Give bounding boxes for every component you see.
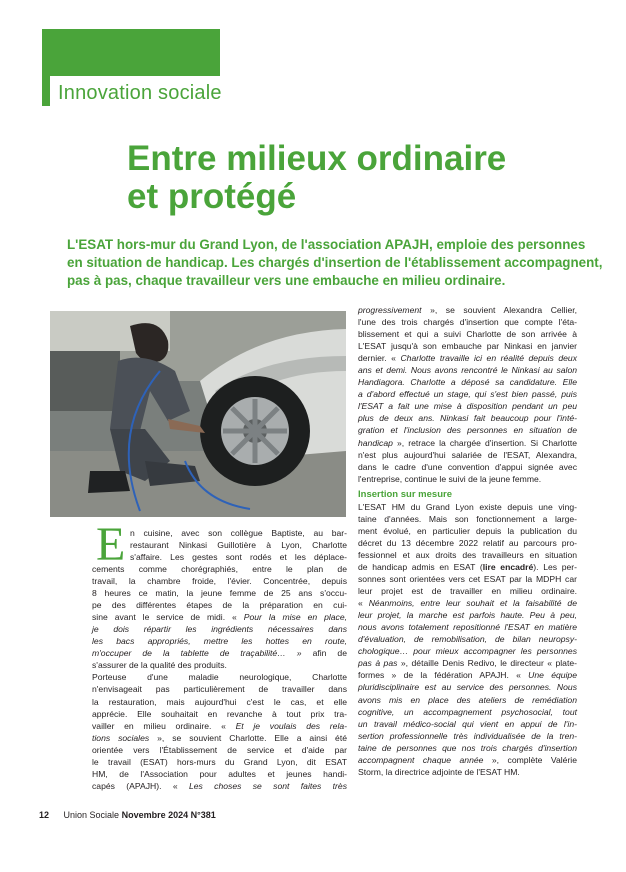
text-line: taine de personnes que nos trois chargés d'insertion (358, 742, 577, 753)
title-line: Entre milieux ordinaire (127, 139, 507, 178)
text-line: s'affaire. Les gestes sont rodés et les déplace- (130, 552, 347, 563)
text-line: Storm, la directrice adjointe de l'ESAT HM. (358, 766, 520, 777)
text-line: ment évolué, en particulier depuis la publication du (358, 525, 577, 536)
text-line: pas à pas », détaille Denis Redivo, le directeur « plate- (358, 658, 577, 669)
text-line: n cuisine, avec son collègue Baptiste, au bar- (130, 528, 347, 538)
text-line: dans le cadre d'une convention d'appui signée avec (358, 461, 577, 472)
lead-line: L'ESAT hors-mur du Grand Lyon, de l'association APAJH, emploie des personnes (67, 237, 586, 252)
text-line: l'entreprise, continue le suivi de la jeune femme. (358, 473, 542, 484)
lead-line: en situation de handicap. Les chargés d'insertion de l'établissement accompagnent, (67, 255, 603, 270)
left-column (130, 527, 347, 563)
text-line: le travail (ESAT) hors-murs du Grand Lyon, dit ESAT (92, 756, 347, 767)
text-line: a d'abord effectué un stage, qui s'est bien passé, puis (358, 389, 577, 400)
text-line: l'ESAT a fait une mise à disposition pendant un peu (358, 401, 577, 412)
text-line: n'envisageait pas particulièrement de travailler dans (92, 684, 347, 695)
tire-fitting-illustration (50, 311, 346, 517)
lead-line: pas à pas, chaque travailleur vers une embauche en milieu ordinaire. (67, 273, 506, 288)
text-line: capés (APAJH). « Les choses se sont faites très (92, 780, 347, 791)
text-line: formes » de la fédération APAJH. « Une équipe (358, 670, 577, 681)
text-line: leur projet, la marche est parfois haute. Peu à peu, (358, 610, 577, 621)
page-number: 12 (39, 810, 50, 820)
paragraph-2 (358, 501, 577, 778)
text-line: plus de deux ans. Ninkasi fait beaucoup pour l'inté- (358, 413, 577, 424)
text-line: progressivement », se souvient Alexandra Cellier, (358, 305, 577, 315)
text-line: sine avant le service de midi. « Pour la mise en place, (92, 612, 347, 623)
text-line: m'occuper de la tablette de traçabilité… » afin de (92, 648, 347, 659)
text-line: de handicap admis en ESAT (lire encadré). Les per- (358, 561, 577, 572)
text-line: travail, la chambre froide, l'évier. Concentrée, depuis (92, 576, 347, 587)
text-line: handicap », retrace la chargée d'insertion. Si Charlotte (358, 437, 577, 448)
drop-cap: E (96, 518, 126, 571)
text-line: les bacs appropriés, mettre les hottes en route, (92, 636, 347, 647)
section-subhead: Insertion sur mesure (358, 488, 452, 500)
left-column-full (92, 563, 347, 792)
text-line: d'évaluation, de remobilisation, de bilan neuropsy- (358, 634, 577, 645)
text-line: sertion professionnelle très individualisée de la tren- (358, 730, 577, 741)
text-line: avons mis en place des ateliers de remédiation (358, 694, 577, 705)
text-line: s'assurer de la qualité des produits. (92, 660, 227, 671)
right-column (358, 304, 577, 778)
text-line: tions sociales », se souvient Charlotte. Elle a ainsi été (92, 732, 347, 743)
text-line: décret du 13 décembre 2022 relatif au parcours pro- (358, 537, 577, 548)
text-line: vailler en milieu ordinaire. « Et je voulais des rela- (92, 720, 347, 731)
text-line: gration et l'inclusion des personnes en situation de (358, 425, 577, 436)
rubric-label: Innovation sociale (58, 82, 222, 104)
text-line: leur projet est de travailler en milieu ordinaire. (358, 586, 577, 597)
text-line: « Néanmoins, entre leur souhait et la faisabilité de (358, 598, 577, 609)
text-line: blissement et qui a suivi Charlotte de son arrivée à (358, 329, 577, 340)
text-line: Porteuse d'une maladie neurologique, Charlotte (92, 672, 347, 683)
paragraph-1 (358, 304, 577, 485)
article-lead (67, 236, 603, 290)
issue-label: Novembre 2024 N°381 (121, 810, 216, 820)
magazine-name: Union Sociale (63, 810, 120, 820)
text-line: accompagnent chaque année », complète Valérie (358, 754, 577, 765)
text-line: sonnes sont orientées vers cet ESAT par la MDPH car (358, 574, 577, 585)
text-line: ans et demi. Nous avons rencontré le Ninkasi au salon (358, 365, 577, 376)
page-footer (39, 810, 216, 820)
text-line: apprécie. Elle souhaitait en revanche à tout prix tra- (92, 708, 347, 719)
text-line: Handiagora. Charlotte a déposé sa candidature. Elle (358, 377, 577, 388)
text-line: 8 heures ce matin, la jeune femme de 25 ans s'occu- (92, 588, 347, 599)
text-line: cognitive, un accompagnement psychosocial, tout (358, 706, 577, 717)
text-line: L'ESAT jusqu'à son embauche par Ninkasi en janvier (358, 341, 577, 352)
text-line: orientée vers l'Établissement de service et d'aide par (92, 744, 347, 755)
text-line: je dois répartir les ingrédients nécessaires dans (92, 624, 347, 635)
photo-credit: © Michel Le Moine (385, 743, 390, 781)
text-line: n'est plus aujourd'hui salariée de l'ESAT, Alexandra, (358, 449, 577, 460)
text-line: pe des différentes étapes de la préparation en cui- (92, 600, 347, 611)
text-line: chologique… pour mieux accompagner les personnes (358, 646, 577, 657)
rubric-accent-bar (42, 76, 50, 106)
text-line: dernier. « Charlotte travaille ici en réalité depuis deux (358, 353, 577, 364)
text-line: cements comme chorégraphiés, entre le plan de (92, 564, 347, 574)
text-line: la restauration, mais aujourd'hui c'est le cas, et elle (92, 696, 347, 707)
text-line: fessionnel et aux droits des travailleurs en situation (358, 549, 577, 560)
text-line: pluridisciplinaire est au service des personnes. Nous (358, 682, 577, 693)
rubric-color-block (42, 29, 220, 76)
title-line: et protégé (127, 177, 297, 216)
text-line: taine d'années. Mais son fonctionnement a large- (358, 513, 577, 524)
text-line: HM, de l'Association pour adultes et jeunes handi- (92, 768, 347, 779)
text-line: un travail médico-social qui vient en appui de l'in- (358, 718, 577, 729)
text-line: restaurant Ninkasi Guillotière à Lyon, Charlotte (130, 540, 347, 551)
article-title (127, 140, 567, 216)
text-line: l'une des trois chargés d'insertion que compte l'éta- (358, 317, 577, 328)
text-line: nous avons totalement repositionné l'ESAT en matière (358, 622, 577, 633)
text-line: L'ESAT HM du Grand Lyon existe depuis une ving- (358, 501, 577, 512)
